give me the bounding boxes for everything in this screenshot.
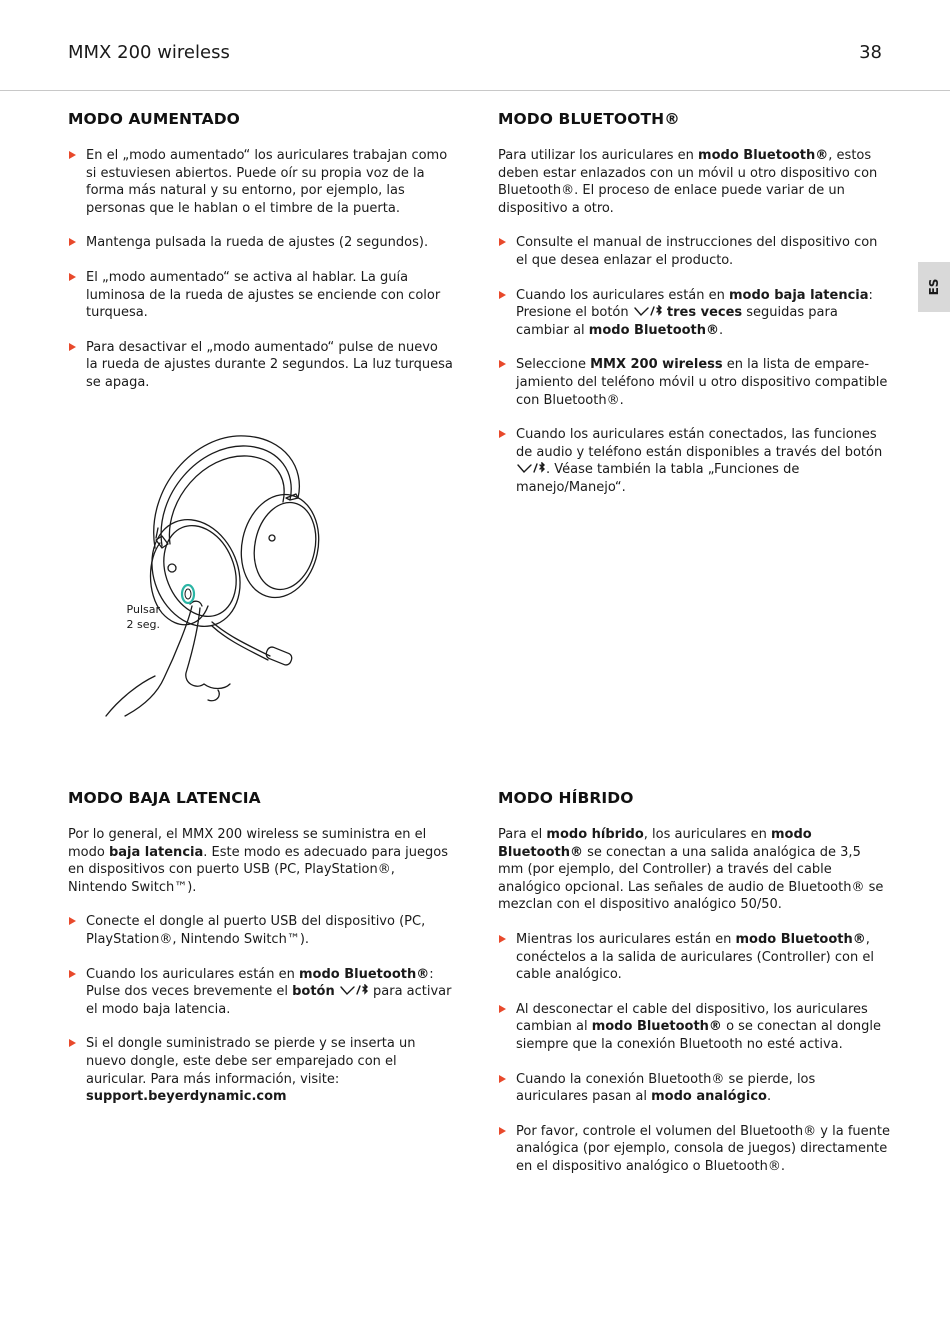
intro-paragraph: [498, 826, 890, 914]
text: Para utilizar los auriculares en: [498, 148, 699, 163]
bullet-list: [68, 913, 453, 1105]
triangle-bullet-icon: [499, 1127, 506, 1135]
page-number: 38: [859, 42, 882, 63]
text: Para el: [498, 827, 547, 842]
illustration-label-line: Pulsar: [126, 603, 160, 616]
list-item: [498, 1071, 890, 1106]
list-item-text: El „modo aumentado“ se activa al hablar. La guía luminosa de la rueda de ajustes se enciende con color turquesa.: [86, 269, 441, 321]
list-item-text: En el „modo aumentado“ los auriculares trabajan como si estuviesen abiertos. Puede oír su propia voz de la forma más natural y su entorno, por ejemplo, las personas que le hablan o el timbre de la puerta.: [86, 148, 448, 216]
section-modo-hibrido: [498, 789, 890, 1193]
text: Cuando los auriculares están en: [86, 966, 299, 982]
list-item: [498, 287, 890, 340]
text: , conéctelos a la salida de auriculares (Controller) con el cable analógico.: [516, 931, 874, 983]
text: Al desconectar el cable del dispositivo, los auriculares cambian al: [516, 1001, 868, 1035]
illustration-label-line: 2 seg.: [126, 618, 160, 631]
section-title: MODO AUMENTADO: [68, 110, 240, 128]
section-title: MODO HÍBRIDO: [498, 789, 634, 807]
text: seguidas para cambiar al: [516, 305, 838, 338]
bullet-list: [498, 234, 890, 496]
text: para activar el modo baja latencia.: [86, 984, 452, 1017]
section-title: MODO BLUETOOTH®: [498, 110, 680, 128]
triangle-bullet-icon: [499, 430, 506, 438]
text: Por lo general, el MMX 200 wireless se suministra en el modo: [68, 827, 427, 860]
triangle-bullet-icon: [69, 917, 76, 925]
triangle-bullet-icon: [499, 360, 506, 368]
text: . Este modo es adecuado para juegos en dispositivos con puerto USB (PC, PlayStation®, Nintendo Switch™).: [68, 844, 448, 895]
triangle-bullet-icon: [499, 1005, 506, 1013]
text: : Presione el botón: [516, 287, 873, 321]
text: Seleccione: [516, 357, 591, 373]
list-item: [498, 426, 890, 496]
bold-text: modo Bluetooth®: [698, 148, 829, 163]
list-item-text: Mantenga pulsada la rueda de ajustes (2 segundos).: [86, 235, 429, 251]
list-item: [498, 234, 890, 269]
list-item-text: Por favor, controle el volumen del Bluetooth® y la fuente analógica (por ejemplo, consola de juegos) directamente en el dispositivo analógico o Bluetooth®.: [516, 1123, 890, 1174]
text: Cuando la conexión Bluetooth® se pierde, los auriculares pasan al: [516, 1071, 816, 1105]
text: Mientras los auriculares están en: [516, 931, 736, 947]
bullet-list: [68, 147, 453, 392]
list-item: [68, 147, 453, 217]
list-item: [498, 1123, 890, 1176]
triangle-bullet-icon: [69, 343, 76, 351]
triangle-bullet-icon: [499, 1075, 506, 1083]
bold-text: modo Bluetooth®: [735, 931, 866, 947]
list-item: [68, 269, 453, 322]
section-modo-aumentado: [68, 110, 453, 409]
triangle-bullet-icon: [69, 1039, 76, 1047]
bold-text: modo Bluetooth®: [591, 1019, 722, 1035]
text: en la lista de emparejamiento del teléfono móvil u otro dispositivo compatible con Bluetooth®.: [516, 357, 888, 408]
list-item: [68, 234, 453, 252]
bold-text: modo Bluetooth®: [299, 966, 430, 982]
section-title: MODO BAJA LATENCIA: [68, 789, 261, 807]
bold-text: botón: [292, 984, 335, 1000]
bold-text: modo Bluetooth®: [498, 827, 812, 860]
list-item-text: Conecte el dongle al puerto USB del dispositivo (PC, PlayStation®, Nintendo Switch™).: [86, 914, 426, 947]
text: .: [719, 322, 724, 338]
bold-text: modo baja latencia: [729, 287, 869, 303]
list-item: [498, 1001, 890, 1054]
list-item: [68, 913, 453, 948]
triangle-bullet-icon: [499, 935, 506, 943]
headphone-illustration: [100, 428, 340, 718]
triangle-bullet-icon: [69, 151, 76, 159]
triangle-bullet-icon: [69, 970, 76, 978]
language-tab: [918, 262, 950, 312]
bold-text: modo Bluetooth®: [588, 322, 720, 338]
list-item-text: Para desactivar el „modo aumentado“ pulse de nuevo la rueda de ajustes durante 2 segundos. La luz turquesa se apaga.: [86, 339, 453, 390]
illustration-label: [108, 602, 160, 632]
list-item: [498, 356, 890, 409]
language-tab-label: ES: [927, 278, 941, 296]
triangle-bullet-icon: [69, 273, 76, 281]
section-modo-baja-latencia: [68, 789, 453, 1123]
intro-paragraph: [68, 826, 453, 896]
text: . Véase también la tabla „Funciones de manejo/Manejo“.: [516, 462, 800, 495]
list-item: [498, 931, 890, 984]
text: : Pulse dos veces brevemente el: [86, 966, 434, 1000]
bold-text: MMX 200 wireless: [590, 357, 723, 373]
text: , estos deben estar enlazados con un móvil u otro dispositivo con Bluetooth®. El proceso de enlace puede variar de un dispositivo a otro.: [498, 148, 878, 216]
settings-wheel-led: [182, 585, 194, 603]
text: se conectan a una salida analógica de 3,5 mm (por ejemplo, del Controller) a través del cable analógico opcional. Las señales de audio de Bluetooth® se mezclan con el dispositivo analógico 50/50.: [498, 844, 884, 913]
bold-text: modo analógico: [651, 1089, 767, 1105]
list-item: [68, 1035, 453, 1105]
support-link[interactable]: support.beyerdynamic.com: [86, 1089, 287, 1105]
text: Cuando los auriculares están conectados, las funciones de audio y teléfono están disponibles a través del botón: [516, 427, 883, 460]
multifunction-button-icon: [339, 984, 369, 996]
text: Cuando los auriculares están en: [516, 287, 729, 303]
header-divider: [0, 90, 950, 91]
bold-text: tres veces: [666, 305, 743, 321]
triangle-bullet-icon: [499, 291, 506, 299]
bold-text: baja latencia: [108, 844, 204, 860]
multifunction-button-icon: [516, 462, 546, 474]
multifunction-button-icon: [633, 305, 663, 317]
bullet-list: [498, 931, 890, 1176]
document-title: MMX 200 wireless: [68, 42, 230, 63]
text: o se conectan al dongle siempre que la conexión Bluetooth no esté activa.: [516, 1019, 881, 1052]
text: .: [766, 1089, 772, 1105]
list-item-text: Consulte el manual de instrucciones del dispositivo con el que desea enlazar el producto.: [516, 235, 878, 268]
bold-text: modo híbrido: [546, 827, 644, 842]
list-item: [68, 966, 453, 1019]
text: Si el dongle suministrado se pierde y se inserta un nuevo dongle, este debe ser emparejado con el auricular. Para más información, visite:: [86, 1036, 416, 1087]
triangle-bullet-icon: [499, 238, 506, 246]
intro-paragraph: [498, 147, 890, 217]
section-modo-bluetooth: [498, 110, 890, 514]
list-item: [68, 339, 453, 392]
text: , los auriculares en: [643, 827, 771, 842]
triangle-bullet-icon: [69, 238, 76, 246]
